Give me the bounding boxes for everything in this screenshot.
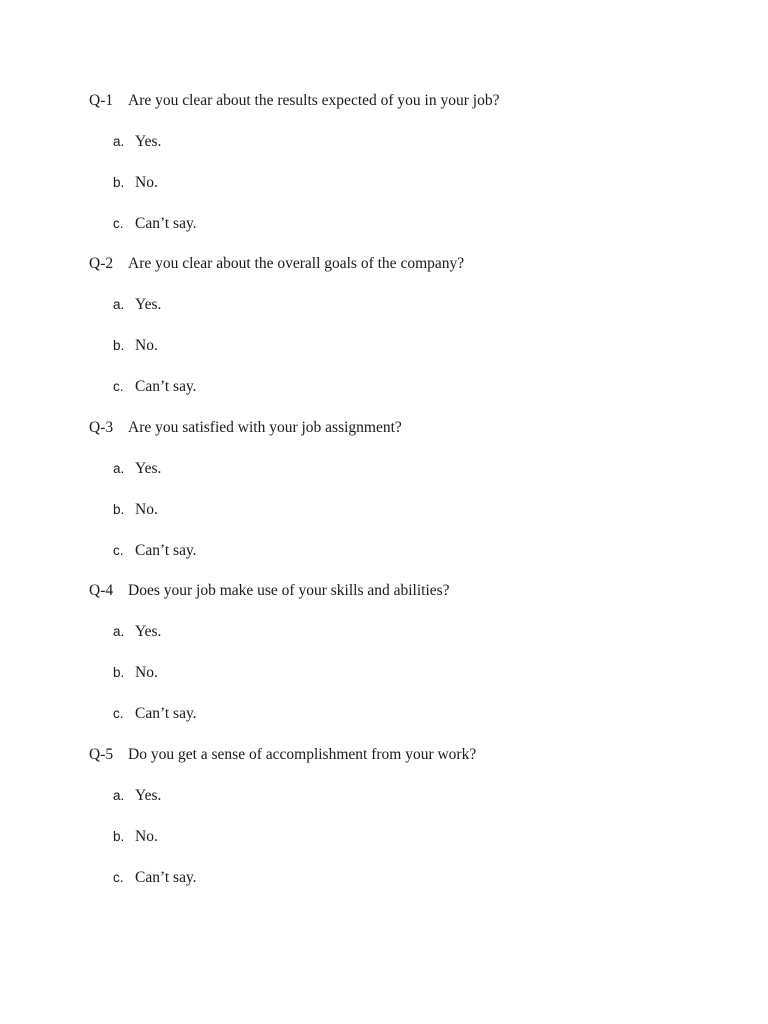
option-a	[113, 131, 161, 153]
option-c	[113, 213, 197, 235]
option-letter: b.	[113, 338, 125, 353]
option-text: No.	[135, 828, 158, 845]
option-letter: c.	[113, 870, 124, 885]
question-number: Q-4	[89, 582, 114, 599]
question-block-1	[0, 90, 768, 254]
option-c	[113, 867, 197, 889]
option-letter: c.	[113, 216, 124, 231]
question-text: Do you get a sense of accomplishment from your work?	[128, 746, 477, 763]
option-text: Can’t say.	[135, 215, 197, 232]
option-c	[113, 540, 197, 562]
question-number: Q-1	[89, 92, 114, 109]
option-text: No.	[135, 664, 158, 681]
option-text: Can’t say.	[135, 542, 197, 559]
option-a	[113, 621, 161, 643]
option-letter: b.	[113, 502, 125, 517]
question-number: Q-5	[89, 746, 114, 763]
option-letter: a.	[113, 788, 125, 803]
option-text: Can’t say.	[135, 705, 197, 722]
option-c	[113, 703, 197, 725]
option-c	[113, 376, 197, 398]
option-letter: a.	[113, 461, 125, 476]
question-text: Are you clear about the results expected of you in your job?	[128, 92, 500, 109]
option-text: Yes.	[135, 787, 162, 804]
question-text: Are you clear about the overall goals of the company?	[128, 255, 465, 272]
option-letter: c.	[113, 543, 124, 558]
option-b	[113, 335, 158, 357]
question-number: Q-2	[89, 255, 114, 272]
question-number: Q-3	[89, 419, 114, 436]
option-letter: b.	[113, 175, 125, 190]
option-b	[113, 826, 158, 848]
question-text: Are you satisfied with your job assignment?	[128, 419, 402, 436]
option-a	[113, 294, 161, 316]
option-text: Can’t say.	[135, 869, 197, 886]
option-text: Can’t say.	[135, 378, 197, 395]
question-block-4	[0, 580, 768, 744]
option-letter: b.	[113, 665, 125, 680]
question-block-2	[0, 253, 768, 417]
question-text: Does your job make use of your skills and abilities?	[128, 582, 450, 599]
option-letter: b.	[113, 829, 125, 844]
option-letter: a.	[113, 297, 125, 312]
option-text: No.	[135, 501, 158, 518]
option-b	[113, 172, 158, 194]
question-1	[89, 90, 499, 112]
question-block-3	[0, 417, 768, 581]
option-a	[113, 785, 161, 807]
option-letter: a.	[113, 134, 125, 149]
option-text: Yes.	[135, 296, 162, 313]
option-b	[113, 499, 158, 521]
question-block-5	[0, 744, 768, 908]
option-text: Yes.	[135, 623, 162, 640]
option-text: Yes.	[135, 460, 162, 477]
option-letter: c.	[113, 379, 124, 394]
question-3	[89, 417, 402, 439]
option-text: Yes.	[135, 133, 162, 150]
option-a	[113, 458, 161, 480]
option-letter: a.	[113, 624, 125, 639]
question-4	[89, 580, 450, 602]
question-5	[89, 744, 476, 766]
option-text: No.	[135, 174, 158, 191]
option-text: No.	[135, 337, 158, 354]
option-b	[113, 662, 158, 684]
option-letter: c.	[113, 706, 124, 721]
question-2	[89, 253, 464, 275]
